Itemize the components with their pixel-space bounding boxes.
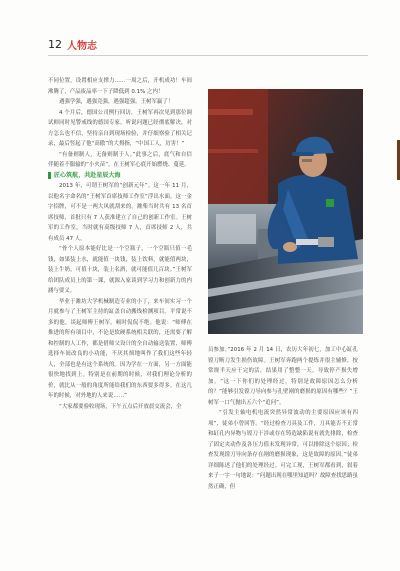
subheading-text: 匠心筑航，共赴星辰大海 (54, 171, 121, 179)
paragraph: “有备则制人，无备则制于人。”此事之后，底气和自信伴随着不服输的“小火苗”，在王树军心底开始燃烧、蔓延。 (48, 151, 192, 168)
paragraph: 2013 年，可谓王树军的“创新元年”。这一年 11 月，以他名字命名的“王树军首席技师工作室”浮出水面。这一金字招牌，可不是一两大风就刮来的。潍柴当时共有 13 名首席技师，首批只有 7 人获准建立了自己的创新工作室。王树军的工作室，当时就有高级技师 7 人，首席技师 2 人，共有成员 47 人。 (48, 183, 192, 242)
right-column (208, 345, 358, 492)
paragraph: 不同位置，设置相应支撑力……一周之后，开机成功！车间沸腾了，产品废品率一下子降低到 0.1% 之内！ (48, 78, 192, 95)
paragraph: 遇强学强，遇强竞强，遇强超强。王树军赢了！ (59, 99, 174, 105)
page-number: 12 (48, 37, 62, 51)
left-column (48, 76, 192, 412)
paragraph: 员参加。”2016 年 2 月 14 日，农历大年初七，加工中心缸孔镗刀断刀发生损伤故障。王树军奔跑两个提炼并很主辅修，按常规半天应干完的活，结果用了整整一天。导致停产损失增加。“这一下你们的处理经过，特别是故障原因怎么分析的？”能够引发镗刀导向参与孔壁剐的磨损的原因有哪些？”王树军一口气抛出五六个“追问”。 (208, 347, 358, 406)
header-rule (48, 55, 368, 56)
subheading-bar-icon (48, 172, 51, 179)
paragraph: 毕业于潍坊大学机械制造专业的小丁，来车间实习一个月就参与了王树军主持的缸盖自动搬线检测项目。平常说不多的他，谈起师傅王树军，顿时侃侃不绝。他说：“师傅在推进的所有项目中，不论是软硬系统相关联的，还需要了解和控制的人工作，都是借师父设计的全自动输送装置，师傅选择车间改良的小功能，不厌其烦地叫作了我们这些年轻人，全部也是有这个系统的。因为学在一方面，另一方面能很快地找到上。特别是在前期的时候，对我们理论分析的价，就比从一般的角度所能给我们的东西要多得多。在这几年的时候，对外地的人来说……” (48, 298, 192, 399)
page-header (48, 36, 97, 52)
subheading (48, 171, 192, 182)
worker-photo (208, 89, 363, 334)
paragraph: “引发主轴电机电流突然异常波动的主要原因应该有四项”，徒弟小曾回答。“经过检查刀具及工件，刀具能否不正常和缸孔内异物与镗刀干涉或存在铸造缺陷说有就先排除，检查了固定夹动作及各压力值未发现异常，可以排除这个原因；检查发现镗刀导向条存在剐的磨损现象，这是故障的原因。”徒弟详细陈述了他们的处理经过。可完工现，王树军都看到，叙着来子一字一句地说：“问题出现在哪里知道吗？故障查找思路虽然正确，但 (208, 410, 358, 490)
paragraph: “骨个人原本能好比是一个空瓶子，一个空瓶只值一毛钱，如果装上水，就能值一块钱，装上饮料，就能值两块，装上牛奶，可值十块，装上名酒，就可能值几百块。”王树军给团队成员上的第一课，就源入家谈到学习力和创新力的内涵与要义。 (48, 246, 192, 294)
section-title: 人物志 (67, 40, 97, 52)
paragraph: 4 个月后，德国公司例行回访，王树军再次见到那位调试师同时见警戒线的德国专家。听说问题已经彻底解决，对方怎么也不信，坚持亲自到现场检验，并仔细察验了相关记录，最后竖起了他“高傲”的大拇指，“中国工人，厉害！” (48, 109, 192, 147)
paragraph: “大家都要验收现场，下午五点后开放晨交流会，全 (59, 403, 182, 410)
